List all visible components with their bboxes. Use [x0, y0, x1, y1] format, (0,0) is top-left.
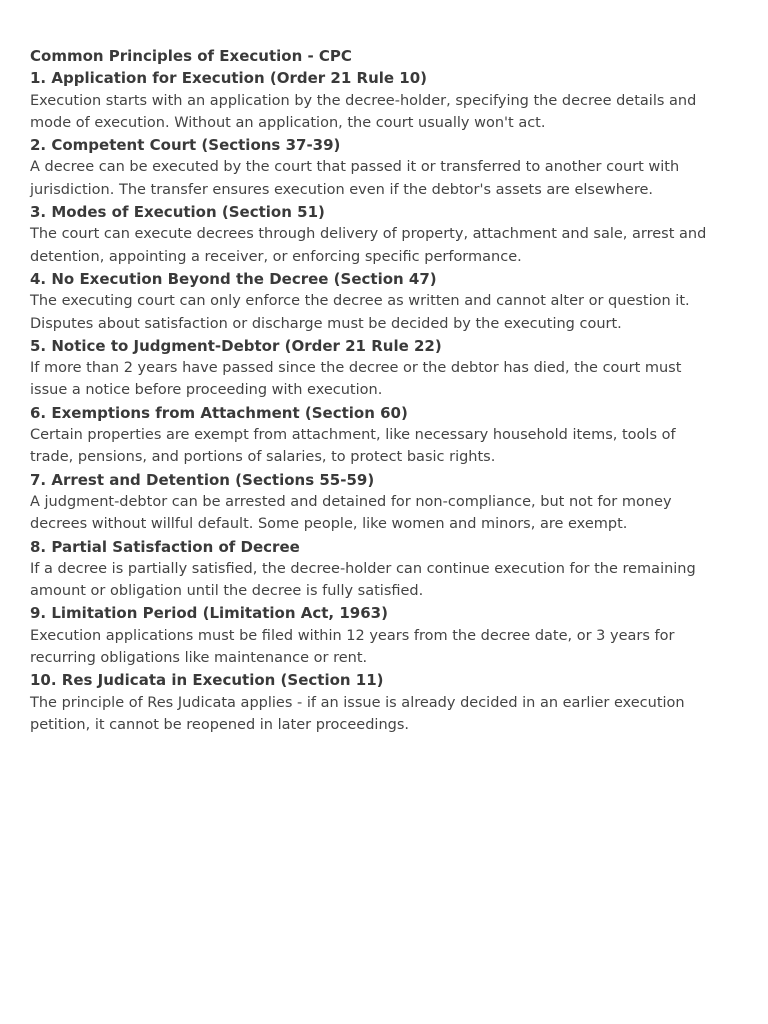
document-title: Common Principles of Execution - CPC — [30, 47, 352, 65]
section-1 — [30, 67, 738, 134]
section-10 — [30, 669, 738, 736]
section-5 — [30, 335, 738, 402]
section-body-line: mode of execution. Without an application, the court usually won't act. — [30, 114, 546, 131]
section-body-line: decrees without willful default. Some people, like women and minors, are exempt. — [30, 516, 628, 533]
section-body-line: issue a notice before proceeding with execution. — [30, 382, 383, 399]
section-body-line: Certain properties are exempt from attachment, like necessary household items, tools of — [30, 427, 676, 444]
section-3 — [30, 201, 738, 268]
section-body-line: petition, it cannot be reopened in later proceedings. — [30, 716, 410, 733]
section-heading: 9. Limitation Period (Limitation Act, 1963) — [30, 604, 388, 623]
section-heading: 7. Arrest and Detention (Sections 55-59) — [30, 470, 375, 489]
section-body-line: Execution applications must be filed within 12 years from the decree date, or 3 years for — [30, 627, 675, 644]
section-body-line: A decree can be executed by the court that passed it or transferred to another court with — [30, 159, 680, 176]
section-body-line: detention, appointing a receiver, or enforcing specific performance. — [30, 248, 522, 265]
section-heading: 6. Exemptions from Attachment (Section 60) — [30, 403, 408, 422]
section-heading: 3. Modes of Execution (Section 51) — [30, 203, 325, 222]
section-body-line: Execution starts with an application by the decree-holder, specifying the decree details and — [30, 92, 697, 109]
section-body-line: If more than 2 years have passed since the decree or the debtor has died, the court must — [30, 360, 682, 377]
section-9 — [30, 602, 738, 669]
section-6 — [30, 402, 738, 469]
section-heading: 5. Notice to Judgment-Debtor (Order 21 Rule 22) — [30, 336, 442, 355]
section-8 — [30, 536, 738, 603]
section-body-line: The principle of Res Judicata applies - if an issue is already decided in an earlier execution — [30, 694, 685, 711]
section-heading: 4. No Execution Beyond the Decree (Section 47) — [30, 269, 437, 288]
section-body-line: A judgment-debtor can be arrested and detained for non-compliance, but not for money — [30, 493, 672, 510]
section-body-line: amount or obligation until the decree is fully satisfied. — [30, 583, 424, 600]
section-body-line: jurisdiction. The transfer ensures execution even if the debtor's assets are elsewhere. — [30, 181, 654, 198]
section-body-line: The court can execute decrees through delivery of property, attachment and sale, arrest and — [30, 226, 707, 243]
section-2 — [30, 134, 738, 201]
section-heading: 10. Res Judicata in Execution (Section 11) — [30, 671, 384, 690]
section-heading: 8. Partial Satisfaction of Decree — [30, 537, 300, 556]
section-body-line: Disputes about satisfaction or discharge must be decided by the executing court. — [30, 315, 622, 332]
section-body-line: The executing court can only enforce the decree as written and cannot alter or question it. — [30, 293, 690, 310]
section-4 — [30, 268, 738, 335]
section-7 — [30, 469, 738, 536]
section-heading: 2. Competent Court (Sections 37-39) — [30, 136, 341, 155]
section-body-line: trade, pensions, and portions of salaries, to protect basic rights. — [30, 449, 496, 466]
section-body-line: If a decree is partially satisfied, the decree-holder can continue execution for the remaining — [30, 560, 696, 577]
section-body-line: recurring obligations like maintenance or rent. — [30, 650, 368, 667]
section-heading: 1. Application for Execution (Order 21 Rule 10) — [30, 69, 428, 88]
